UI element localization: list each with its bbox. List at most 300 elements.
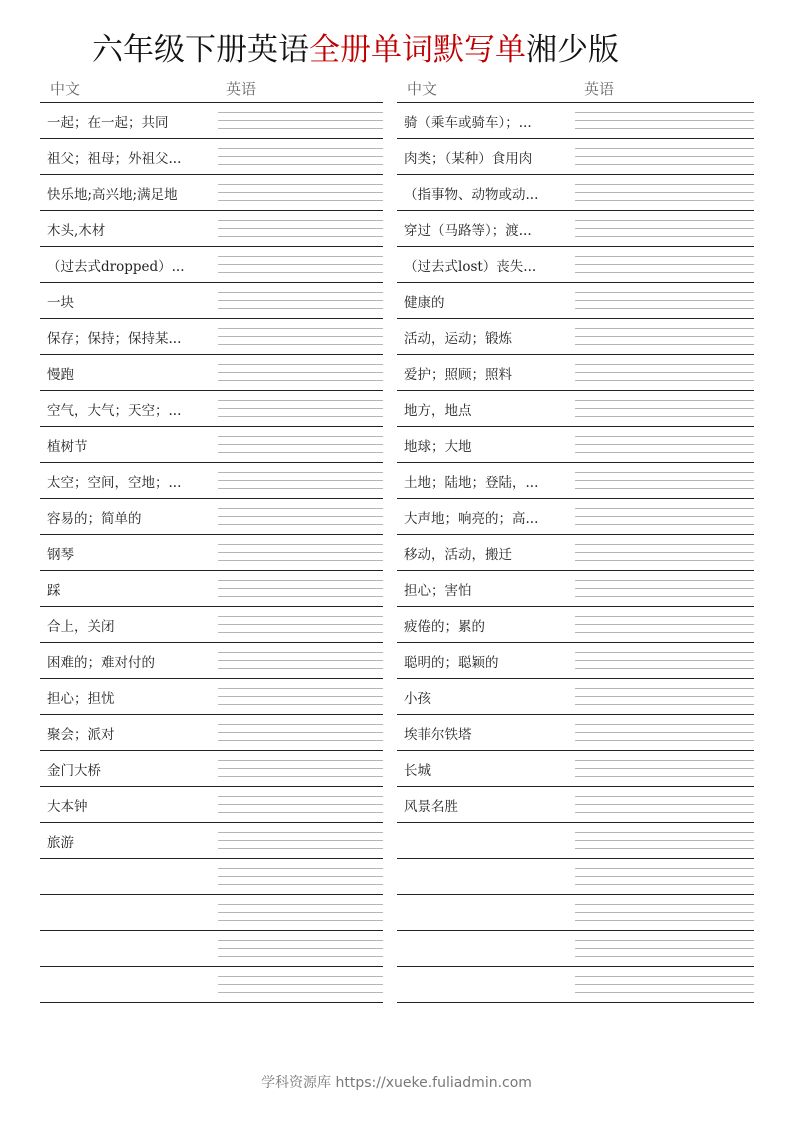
writing-line (218, 768, 383, 769)
chinese-word: 容易的；简单的 (47, 511, 142, 527)
writing-line (575, 588, 754, 589)
english-writing-lines[interactable] (218, 652, 383, 676)
writing-line (575, 480, 754, 481)
writing-line (575, 452, 754, 453)
writing-line (575, 868, 754, 869)
chinese-word: 慢跑 (47, 367, 74, 383)
footer-source: 学科资源库 https://xueke.fuliadmin.com (261, 1075, 532, 1091)
english-writing-lines[interactable] (575, 760, 754, 784)
writing-line (218, 660, 383, 661)
english-writing-lines[interactable] (218, 976, 383, 1000)
chinese-word: 活动，运动；锻炼 (404, 331, 512, 347)
right-rows (397, 103, 754, 1003)
chinese-word: 祖父；祖母；外祖父... (47, 151, 182, 167)
word-row (40, 211, 383, 247)
chinese-word: 聚会；派对 (47, 727, 115, 743)
writing-line (218, 840, 383, 841)
english-writing-lines[interactable] (575, 688, 754, 712)
writing-line (218, 300, 383, 301)
word-row (397, 319, 754, 355)
writing-line (575, 416, 754, 417)
writing-line (575, 696, 754, 697)
writing-line (575, 336, 754, 337)
writing-line (575, 976, 754, 977)
word-row (40, 787, 383, 823)
english-writing-lines[interactable] (575, 472, 754, 496)
word-row (397, 823, 754, 859)
writing-line (218, 560, 383, 561)
chinese-word: 穿过（马路等）；渡... (404, 223, 532, 239)
word-row (40, 643, 383, 679)
writing-line (575, 292, 754, 293)
writing-line (575, 400, 754, 401)
word-row (40, 607, 383, 643)
writing-line (218, 704, 383, 705)
writing-line (218, 912, 383, 913)
writing-line (575, 256, 754, 257)
writing-line (218, 804, 383, 805)
writing-line (218, 632, 383, 633)
writing-line (575, 652, 754, 653)
writing-line (218, 416, 383, 417)
writing-line (218, 696, 383, 697)
writing-line (575, 184, 754, 185)
writing-line (575, 760, 754, 761)
word-row (397, 751, 754, 787)
writing-line (575, 956, 754, 957)
english-writing-lines[interactable] (218, 256, 383, 280)
writing-line (575, 236, 754, 237)
word-row (397, 499, 754, 535)
writing-line (218, 652, 383, 653)
writing-line (218, 264, 383, 265)
title-edition: 湘少版 (526, 32, 619, 68)
word-row (397, 931, 754, 967)
writing-line (575, 848, 754, 849)
right-word-column (397, 70, 754, 1003)
writing-line (218, 408, 383, 409)
english-header: 英语 (584, 80, 615, 98)
writing-line (218, 184, 383, 185)
writing-line (218, 868, 383, 869)
writing-line (218, 688, 383, 689)
english-writing-lines[interactable] (218, 508, 383, 532)
english-header: 英语 (226, 80, 257, 98)
writing-line (575, 228, 754, 229)
writing-line (575, 984, 754, 985)
writing-line (575, 812, 754, 813)
writing-line (218, 192, 383, 193)
writing-line (575, 660, 754, 661)
english-writing-lines[interactable] (218, 796, 383, 820)
chinese-word: 地球；大地 (404, 439, 472, 455)
word-row (397, 211, 754, 247)
writing-line (218, 812, 383, 813)
english-writing-lines[interactable] (575, 544, 754, 568)
chinese-word: 担心；害怕 (404, 583, 472, 599)
english-writing-lines[interactable] (218, 688, 383, 712)
writing-line (575, 624, 754, 625)
writing-line (218, 112, 383, 113)
writing-line (218, 292, 383, 293)
chinese-word: 肉类；（某种）食用肉 (404, 151, 533, 167)
writing-line (575, 472, 754, 473)
word-row (40, 715, 383, 751)
writing-line (218, 724, 383, 725)
writing-line (575, 940, 754, 941)
chinese-word: 聪明的；聪颖的 (404, 655, 499, 671)
english-writing-lines[interactable] (575, 436, 754, 460)
chinese-word: 埃菲尔铁塔 (404, 727, 472, 743)
word-row (397, 715, 754, 751)
word-row (397, 427, 754, 463)
word-row (397, 463, 754, 499)
chinese-word: 植树节 (47, 439, 88, 455)
writing-line (575, 148, 754, 149)
english-writing-lines[interactable] (575, 184, 754, 208)
writing-line (575, 408, 754, 409)
writing-line (575, 992, 754, 993)
writing-line (218, 444, 383, 445)
word-row (40, 499, 383, 535)
word-row (40, 283, 383, 319)
writing-line (218, 580, 383, 581)
english-writing-lines[interactable] (575, 364, 754, 388)
chinese-word: 一块 (47, 295, 74, 311)
writing-line (218, 272, 383, 273)
word-row (40, 247, 383, 283)
writing-line (575, 544, 754, 545)
right-column-header (397, 70, 754, 103)
chinese-word: 快乐地;高兴地;满足地 (47, 187, 178, 203)
chinese-word: 疲倦的；累的 (404, 619, 485, 635)
writing-line (218, 940, 383, 941)
writing-line (575, 436, 754, 437)
word-row (40, 823, 383, 859)
writing-line (575, 704, 754, 705)
writing-line (575, 380, 754, 381)
writing-line (575, 524, 754, 525)
writing-line (575, 560, 754, 561)
english-writing-lines[interactable] (575, 148, 754, 172)
writing-line (575, 884, 754, 885)
writing-line (575, 516, 754, 517)
writing-line (218, 588, 383, 589)
writing-line (575, 580, 754, 581)
word-row (397, 607, 754, 643)
writing-line (575, 444, 754, 445)
english-writing-lines[interactable] (575, 292, 754, 316)
writing-line (218, 120, 383, 121)
chinese-word: 太空；空间，空地；... (47, 475, 182, 491)
word-row (40, 355, 383, 391)
chinese-word: 健康的 (404, 295, 445, 311)
writing-line (218, 328, 383, 329)
writing-line (575, 688, 754, 689)
chinese-word: 长城 (404, 763, 431, 779)
writing-line (575, 112, 754, 113)
writing-line (218, 400, 383, 401)
word-row (397, 175, 754, 211)
english-writing-lines[interactable] (575, 220, 754, 244)
writing-line (575, 616, 754, 617)
english-writing-lines[interactable] (575, 580, 754, 604)
english-writing-lines[interactable] (218, 940, 383, 964)
chinese-word: 担心；担忧 (47, 691, 115, 707)
english-writing-lines[interactable] (575, 976, 754, 1000)
writing-line (218, 372, 383, 373)
writing-line (575, 220, 754, 221)
english-writing-lines[interactable] (575, 832, 754, 856)
page-title (92, 24, 619, 69)
chinese-word: 木头,木材 (47, 223, 106, 239)
writing-line (218, 760, 383, 761)
english-writing-lines[interactable] (218, 148, 383, 172)
writing-line (575, 732, 754, 733)
english-writing-lines[interactable] (575, 256, 754, 280)
chinese-word: （过去式lost）丧失... (404, 259, 537, 275)
writing-line (218, 200, 383, 201)
english-writing-lines[interactable] (575, 652, 754, 676)
word-row (397, 391, 754, 427)
left-column-header (40, 70, 383, 103)
word-row (397, 571, 754, 607)
writing-line (575, 488, 754, 489)
chinese-word: （过去式dropped）... (47, 259, 185, 275)
word-row (397, 139, 754, 175)
chinese-header: 中文 (407, 80, 438, 98)
chinese-word: 大声地；响亮的；高... (404, 511, 539, 527)
english-writing-lines[interactable] (218, 436, 383, 460)
writing-line (218, 776, 383, 777)
english-writing-lines[interactable] (218, 400, 383, 424)
english-writing-lines[interactable] (218, 112, 383, 136)
chinese-word: 金门大桥 (47, 763, 101, 779)
writing-line (218, 228, 383, 229)
writing-line (575, 740, 754, 741)
writing-line (575, 128, 754, 129)
chinese-word: 困难的；难对付的 (47, 655, 155, 671)
chinese-word: （指事物、动物或动... (404, 187, 539, 203)
writing-line (575, 264, 754, 265)
chinese-word: 空气，大气；天空；... (47, 403, 182, 419)
writing-line (218, 740, 383, 741)
word-row (40, 859, 383, 895)
writing-line (575, 200, 754, 201)
word-row (397, 283, 754, 319)
title-highlight: 全册单词默写单 (309, 32, 526, 68)
english-writing-lines[interactable] (218, 220, 383, 244)
writing-line (218, 452, 383, 453)
writing-line (575, 328, 754, 329)
english-writing-lines[interactable] (218, 364, 383, 388)
english-writing-lines[interactable] (218, 184, 383, 208)
writing-line (575, 372, 754, 373)
writing-line (575, 552, 754, 553)
english-writing-lines[interactable] (575, 400, 754, 424)
word-row (397, 643, 754, 679)
writing-line (218, 256, 383, 257)
english-writing-lines[interactable] (218, 832, 383, 856)
writing-line (218, 920, 383, 921)
english-writing-lines[interactable] (218, 292, 383, 316)
writing-line (575, 904, 754, 905)
writing-line (218, 220, 383, 221)
writing-line (218, 336, 383, 337)
word-row (40, 463, 383, 499)
chinese-word: 风景名胜 (404, 799, 458, 815)
writing-line (218, 732, 383, 733)
writing-line (218, 472, 383, 473)
english-writing-lines[interactable] (575, 508, 754, 532)
word-row (40, 535, 383, 571)
word-row (397, 967, 754, 1003)
word-row (40, 319, 383, 355)
english-writing-lines[interactable] (218, 580, 383, 604)
chinese-word: 大本钟 (47, 799, 88, 815)
chinese-word: 土地；陆地；登陆，... (404, 475, 539, 491)
writing-line (218, 516, 383, 517)
writing-line (218, 436, 383, 437)
word-row (397, 787, 754, 823)
english-writing-lines[interactable] (218, 760, 383, 784)
writing-line (218, 796, 383, 797)
writing-line (575, 876, 754, 877)
word-row (397, 535, 754, 571)
chinese-word: 地方，地点 (404, 403, 472, 419)
english-writing-lines[interactable] (575, 724, 754, 748)
word-row (397, 103, 754, 139)
english-writing-lines[interactable] (575, 904, 754, 928)
word-row (40, 967, 383, 1003)
writing-line (218, 984, 383, 985)
writing-line (218, 156, 383, 157)
word-row (397, 679, 754, 715)
writing-line (575, 272, 754, 273)
writing-line (218, 552, 383, 553)
english-writing-lines[interactable] (575, 328, 754, 352)
writing-line (218, 668, 383, 669)
english-writing-lines[interactable] (218, 544, 383, 568)
english-writing-lines[interactable] (218, 724, 383, 748)
writing-line (575, 164, 754, 165)
writing-line (218, 832, 383, 833)
english-writing-lines[interactable] (218, 868, 383, 892)
writing-line (575, 632, 754, 633)
english-writing-lines[interactable] (575, 112, 754, 136)
chinese-word: 旅游 (47, 835, 74, 851)
writing-line (218, 344, 383, 345)
writing-line (575, 832, 754, 833)
word-row (397, 895, 754, 931)
word-row (397, 247, 754, 283)
chinese-word: 骑（乘车或骑车）；... (404, 115, 532, 131)
writing-line (575, 840, 754, 841)
writing-line (575, 344, 754, 345)
writing-line (218, 976, 383, 977)
chinese-header: 中文 (50, 80, 81, 98)
writing-line (575, 156, 754, 157)
writing-line (218, 308, 383, 309)
writing-line (218, 848, 383, 849)
writing-line (218, 128, 383, 129)
writing-line (575, 776, 754, 777)
writing-line (575, 912, 754, 913)
writing-line (218, 508, 383, 509)
chinese-word: 爱护；照顾；照料 (404, 367, 512, 383)
word-row (397, 859, 754, 895)
title-grade: 六年级下册英语 (92, 32, 309, 68)
writing-line (218, 544, 383, 545)
writing-line (575, 300, 754, 301)
chinese-word: 保存；保持；保持某... (47, 331, 182, 347)
english-writing-lines[interactable] (575, 940, 754, 964)
chinese-word: 合上，关闭 (47, 619, 115, 635)
writing-line (218, 148, 383, 149)
english-writing-lines[interactable] (575, 796, 754, 820)
writing-line (575, 948, 754, 949)
writing-line (575, 920, 754, 921)
writing-line (218, 956, 383, 957)
english-writing-lines[interactable] (575, 616, 754, 640)
chinese-word: 踩 (47, 583, 61, 599)
writing-line (218, 236, 383, 237)
word-row (40, 895, 383, 931)
writing-line (575, 796, 754, 797)
word-row (40, 751, 383, 787)
writing-line (575, 192, 754, 193)
writing-line (575, 364, 754, 365)
writing-line (575, 508, 754, 509)
writing-line (218, 164, 383, 165)
writing-line (218, 380, 383, 381)
english-writing-lines[interactable] (218, 328, 383, 352)
english-writing-lines[interactable] (218, 904, 383, 928)
writing-line (218, 596, 383, 597)
english-writing-lines[interactable] (218, 472, 383, 496)
writing-line (218, 948, 383, 949)
writing-line (218, 616, 383, 617)
word-row (40, 931, 383, 967)
writing-line (575, 120, 754, 121)
chinese-word: 钢琴 (47, 547, 74, 563)
chinese-word: 移动，活动，搬迁 (404, 547, 512, 563)
writing-line (575, 724, 754, 725)
writing-line (575, 768, 754, 769)
english-writing-lines[interactable] (575, 868, 754, 892)
writing-line (575, 308, 754, 309)
writing-line (218, 992, 383, 993)
writing-line (218, 524, 383, 525)
word-row (397, 355, 754, 391)
writing-line (218, 488, 383, 489)
writing-line (218, 904, 383, 905)
word-row (40, 175, 383, 211)
word-row (40, 679, 383, 715)
writing-line (218, 876, 383, 877)
word-row (40, 391, 383, 427)
writing-line (218, 364, 383, 365)
left-rows (40, 103, 383, 1003)
writing-line (218, 624, 383, 625)
writing-line (218, 480, 383, 481)
writing-line (218, 884, 383, 885)
left-word-column (40, 70, 383, 1003)
english-writing-lines[interactable] (218, 616, 383, 640)
word-row (40, 427, 383, 463)
writing-line (575, 596, 754, 597)
word-row (40, 103, 383, 139)
